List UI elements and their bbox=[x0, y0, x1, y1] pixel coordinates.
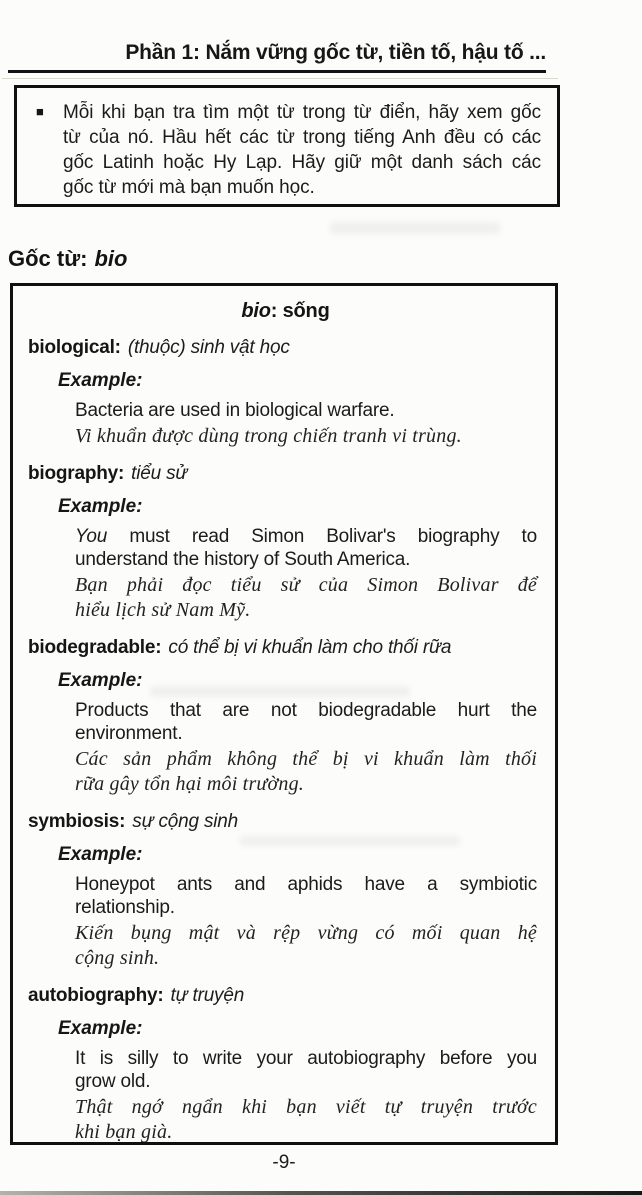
example-english-line: understand the history of South America. bbox=[75, 549, 411, 570]
entry-biography bbox=[28, 462, 543, 623]
root-box-title-root: bio bbox=[241, 300, 271, 322]
entry-word: autobiography: bbox=[28, 985, 164, 1006]
example-english-line bbox=[75, 525, 537, 548]
example-english-line: grow old. bbox=[75, 1071, 151, 1092]
entry-word-line bbox=[28, 462, 543, 485]
entry-biodegradable bbox=[28, 636, 543, 797]
example-label: Example: bbox=[58, 496, 143, 517]
example-english-line: Honeypot ants and aphids have a symbiotic bbox=[75, 874, 537, 895]
example-vietnamese-line: rữa gây tổn hại môi trường. bbox=[75, 773, 305, 795]
note-box bbox=[14, 85, 560, 207]
example-label: Example: bbox=[58, 670, 143, 691]
entry-word-line bbox=[28, 636, 543, 659]
example-english-line: Bacteria are used in biological warfare. bbox=[75, 400, 395, 421]
example-english-line: It is silly to write your autobiography before you bbox=[75, 1048, 537, 1069]
example-block bbox=[75, 873, 537, 971]
square-bullet-icon: ■ bbox=[36, 104, 44, 119]
entry-meaning: tự truyện bbox=[170, 985, 245, 1006]
page-number: -9- bbox=[272, 1152, 296, 1173]
example-vietnamese-line: Các sản phẩm không thể bị vi khuẩn làm thối bbox=[75, 748, 537, 770]
entry-meaning: tiểu sử bbox=[131, 463, 188, 484]
entry-word: biological: bbox=[28, 337, 121, 358]
note-line: từ của nó. Hầu hết các từ trong tiếng Anh đều có các bbox=[63, 127, 541, 148]
example-english-lead: You bbox=[75, 526, 108, 547]
example-block bbox=[75, 1047, 537, 1145]
example-label: Example: bbox=[58, 370, 143, 391]
note-line: Mỗi khi bạn tra tìm một từ trong từ điển, hãy xem gốc bbox=[63, 102, 541, 123]
note-text bbox=[63, 100, 541, 204]
header-rule-ghost bbox=[2, 78, 558, 79]
example-vietnamese-line: cộng sinh. bbox=[75, 947, 160, 969]
example-english-rest: must read Simon Bolivar's biography to bbox=[107, 526, 537, 547]
example-vietnamese-line: hiểu lịch sử Nam Mỹ. bbox=[75, 599, 251, 621]
section-heading bbox=[8, 246, 127, 272]
entry-autobiography bbox=[28, 984, 543, 1145]
entry-word-line bbox=[28, 984, 543, 1007]
bottom-scan-bar bbox=[0, 1191, 642, 1195]
page-header-title: Phần 1: Nắm vững gốc từ, tiền tố, hậu tố ... bbox=[125, 41, 546, 64]
section-heading-prefix: Gốc từ: bbox=[8, 246, 88, 271]
section-heading-root: bio bbox=[94, 246, 128, 271]
entry-word-line bbox=[28, 810, 543, 833]
example-vietnamese-line: Bạn phải đọc tiểu sử của Simon Bolivar để bbox=[75, 574, 537, 596]
root-box-title-meaning: : sống bbox=[270, 300, 330, 322]
root-box-title bbox=[28, 299, 543, 323]
example-english-line: relationship. bbox=[75, 897, 175, 918]
example-english-line: environment. bbox=[75, 723, 183, 744]
note-line: gốc Latinh hoặc Hy Lạp. Hãy giữ một danh sách các bbox=[63, 152, 541, 173]
example-block bbox=[75, 525, 537, 623]
root-word-box bbox=[10, 283, 558, 1145]
example-label: Example: bbox=[58, 844, 143, 865]
entry-meaning: có thể bị vi khuẩn làm cho thối rữa bbox=[168, 637, 452, 658]
entry-biological bbox=[28, 336, 543, 449]
entry-word-line bbox=[28, 336, 543, 359]
example-block bbox=[75, 399, 537, 449]
scan-smudge bbox=[330, 222, 500, 234]
example-vietnamese-line: khi bạn già. bbox=[75, 1121, 173, 1143]
entry-meaning: sự cộng sinh bbox=[132, 811, 239, 832]
note-line: gốc từ mới mà bạn muốn học. bbox=[63, 177, 315, 198]
example-vietnamese-line: Thật ngớ ngẩn khi bạn viết tự truyện trước bbox=[75, 1096, 537, 1118]
entry-word: symbiosis: bbox=[28, 811, 126, 832]
example-block bbox=[75, 699, 537, 797]
example-vietnamese-line: Kiến bụng mật và rệp vừng có mối quan hệ bbox=[75, 922, 537, 944]
example-label: Example: bbox=[58, 1018, 143, 1039]
example-english-line: Products that are not biodegradable hurt the bbox=[75, 700, 537, 721]
entry-word: biography: bbox=[28, 463, 125, 484]
entry-word: biodegradable: bbox=[28, 637, 162, 658]
header-rule bbox=[8, 70, 546, 73]
entry-meaning: (thuộc) sinh vật học bbox=[127, 337, 290, 358]
entry-symbiosis bbox=[28, 810, 543, 971]
example-vietnamese-line: Vi khuẩn được dùng trong chiến tranh vi trùng. bbox=[75, 425, 462, 447]
